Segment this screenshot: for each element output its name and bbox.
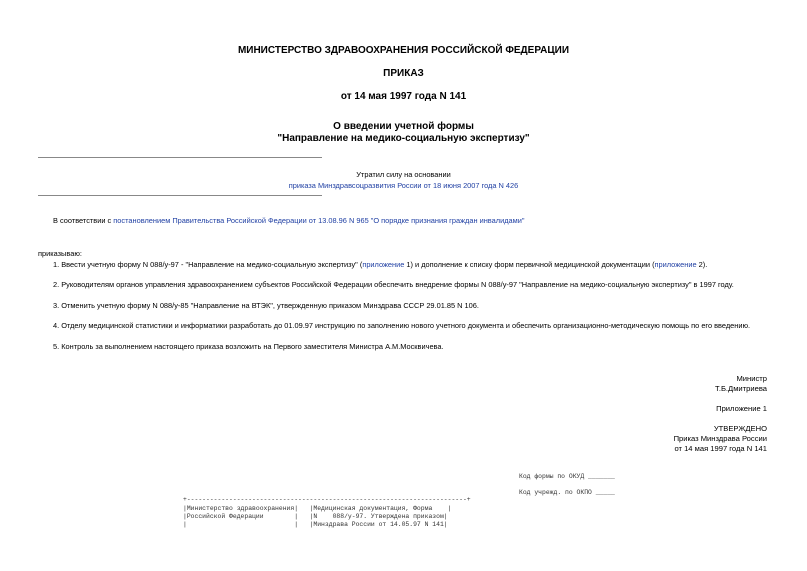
signature-role: Министр	[736, 374, 767, 383]
order-item-1-text-b: 1) и дополнение к списку форм первичной медицинской документации (	[404, 260, 655, 269]
doc-date-heading: от 14 мая 1997 года N 141	[340, 91, 467, 102]
repeal-link[interactable]: приказа Минздравсоцразвития России от 18 июня 2007 года N 426	[288, 181, 519, 190]
appendix-1-link[interactable]: приложение	[362, 260, 405, 269]
order-item-4: 4. Отделу медицинской статистики и информатики разработать до 01.09.97 инструкцию по заполнению нового учетного документа и обеспечить организационно-методическую помощь по его введению.	[53, 321, 751, 330]
doc-title-line2: "Направление на медико-социальную экспертизу"	[277, 133, 530, 144]
order-item-5: 5. Контроль за выполнением настоящего приказа возложить на Первого заместителя Министра А.М.Москвичева.	[53, 342, 444, 351]
approved-by: Приказ Минздрава России	[673, 434, 767, 443]
approved-label: УТВЕРЖДЕНО	[713, 424, 767, 433]
order-item-3: 3. Отменить учетную форму N 088/у-85 "Направление на ВТЭК", утвержденную приказом Минздрава СССР 29.01.85 N 106.	[53, 301, 479, 310]
form-box-row-3: | | |Минздрава России от 14.05.97 N 141|	[183, 521, 448, 528]
order-item-1	[53, 260, 707, 269]
signature-name: Т.Б.Дмитриева	[715, 384, 767, 393]
preamble-prefix: В соответствии с	[53, 216, 114, 225]
okpo-code: Код учрежд. по ОКПО _____	[519, 489, 615, 496]
order-item-2: 2. Руководителям органов управления здравоохранением субъектов Российской Федерации обеспечить внедрение формы N 088/у-97 "Направление на медико-социальную экспертизу" в 1997 году.	[53, 280, 734, 289]
preamble	[53, 216, 524, 225]
doc-type-heading: ПРИКАЗ	[383, 68, 424, 79]
okud-code: Код формы по ОКУД _______	[519, 473, 615, 480]
doc-title-line1: О введении учетной формы	[333, 121, 474, 132]
order-item-1-text-c: 2).	[696, 260, 708, 269]
form-box-row-1: |Министерство здравоохранения| |Медицинская документация, Форма |	[183, 505, 452, 512]
divider-bottom	[38, 195, 322, 196]
form-box-row-2: |Российской Федерации | |N 088/у-97. Утверждена приказом|	[183, 513, 448, 520]
order-item-1-text-a: 1. Ввести учетную форму N 088/у-97 - "Направление на медико-социальную экспертизу" (	[53, 260, 363, 269]
ministry-heading: МИНИСТЕРСТВО ЗДРАВООХРАНЕНИЯ РОССИЙСКОЙ ФЕДЕРАЦИИ	[237, 45, 570, 56]
appendix-label: Приложение 1	[716, 404, 767, 413]
orders-word: приказываю:	[38, 249, 82, 258]
form-box-border: +-------------------------------------------------------------------------+	[183, 496, 471, 503]
approved-date: от 14 мая 1997 года N 141	[674, 444, 767, 453]
appendix-2-link[interactable]: приложение	[654, 260, 697, 269]
divider-top	[38, 157, 322, 158]
repeal-note: Утратил силу на основании	[356, 170, 451, 179]
preamble-link[interactable]: постановлением Правительства Российской Федерации от 13.08.96 N 965 "О порядке признания граждан инвалидами"	[113, 216, 525, 225]
